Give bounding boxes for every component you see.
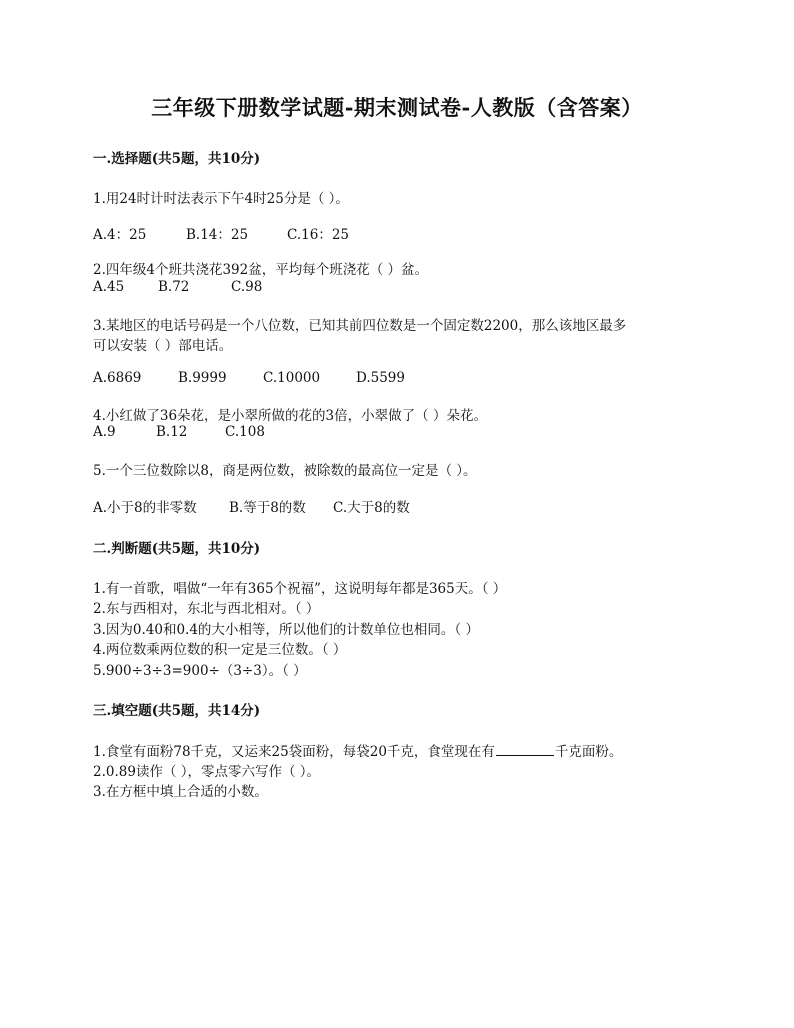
question-2-4: 4.两位数乘两位数的积一定是三位数。（ ） (93, 642, 347, 658)
option-b: B.12 (156, 424, 188, 440)
option-a: A.6869 (93, 370, 142, 386)
question-1-2: 2.四年级4个班共浇花392盆，平均每个班浇花（ ）盆。 (93, 262, 429, 278)
question-2-1: 1.有一首歌，唱做“一年有365个祝福”，这说明每年都是365天。（ ） (93, 581, 507, 597)
option-c: C.16：25 (287, 227, 349, 243)
option-a: A.45 (93, 279, 125, 295)
question-1-1-options (93, 223, 349, 243)
option-c: C.10000 (263, 370, 321, 386)
question-1-3-options (93, 370, 405, 386)
question-1-5-options (93, 496, 410, 516)
question-1-2-options (93, 279, 262, 295)
question-3-3: 3.在方框中填上合适的小数。 (93, 784, 268, 800)
question-2-2: 2.东与西相对，东北与西北相对。（ ） (93, 601, 320, 617)
option-a: A.4：25 (93, 227, 147, 243)
option-b: B.72 (158, 279, 190, 295)
option-d: D.5599 (356, 370, 405, 386)
question-3-2: 2.0.89读作（ ），零点零六写作（ ）。 (93, 764, 321, 780)
section-header-multiple-choice: 一.选择题(共5题，共10分) (93, 151, 261, 167)
question-2-5: 5.900÷3÷3=900÷（3÷3）。（ ） (93, 663, 307, 679)
section-header-true-false: 二.判断题(共5题，共10分) (93, 541, 261, 557)
question-2-3: 3.因为0.40和0.4的大小相等，所以他们的计数单位也相同。（ ） (93, 622, 479, 638)
question-3-1 (93, 740, 622, 760)
option-b: B.14：25 (186, 227, 249, 243)
option-a: A.小于8的非零数 (93, 500, 197, 516)
question-3-1-text-after: 千克面粉。 (554, 744, 623, 760)
question-1-3-line2: 可以安装（ ）部电话。 (93, 338, 233, 354)
question-1-1: 1.用24时计时法表示下午4时25分是（ ）。 (93, 191, 349, 207)
option-c: C.98 (231, 279, 263, 295)
option-c: C.108 (225, 424, 265, 440)
question-1-4-options (93, 424, 265, 440)
question-1-4: 4.小红做了36朵花，是小翠所做的花的3倍，小翠做了（ ）朵花。 (93, 408, 487, 424)
option-c: C.大于8的数 (333, 500, 410, 516)
section-header-fill-in: 三.填空题(共5题，共14分) (93, 703, 261, 719)
question-1-3-line1: 3.某地区的电话号码是一个八位数，已知其前四位数是一个固定数2200，那么该地区最多 (93, 318, 627, 334)
question-1-5: 5.一个三位数除以8，商是两位数，被除数的最高位一定是（ ）。 (93, 463, 477, 479)
answer-blank (496, 743, 554, 756)
page-title: 三年级下册数学试题-期末测试卷-人教版（含答案） (151, 95, 643, 120)
question-3-1-text-before: 1.食堂有面粉78千克，又运来25袋面粉，每袋20千克，食堂现在有 (93, 744, 495, 760)
option-b: B.等于8的数 (229, 500, 306, 516)
option-b: B.9999 (178, 370, 227, 386)
option-a: A.9 (93, 424, 116, 440)
